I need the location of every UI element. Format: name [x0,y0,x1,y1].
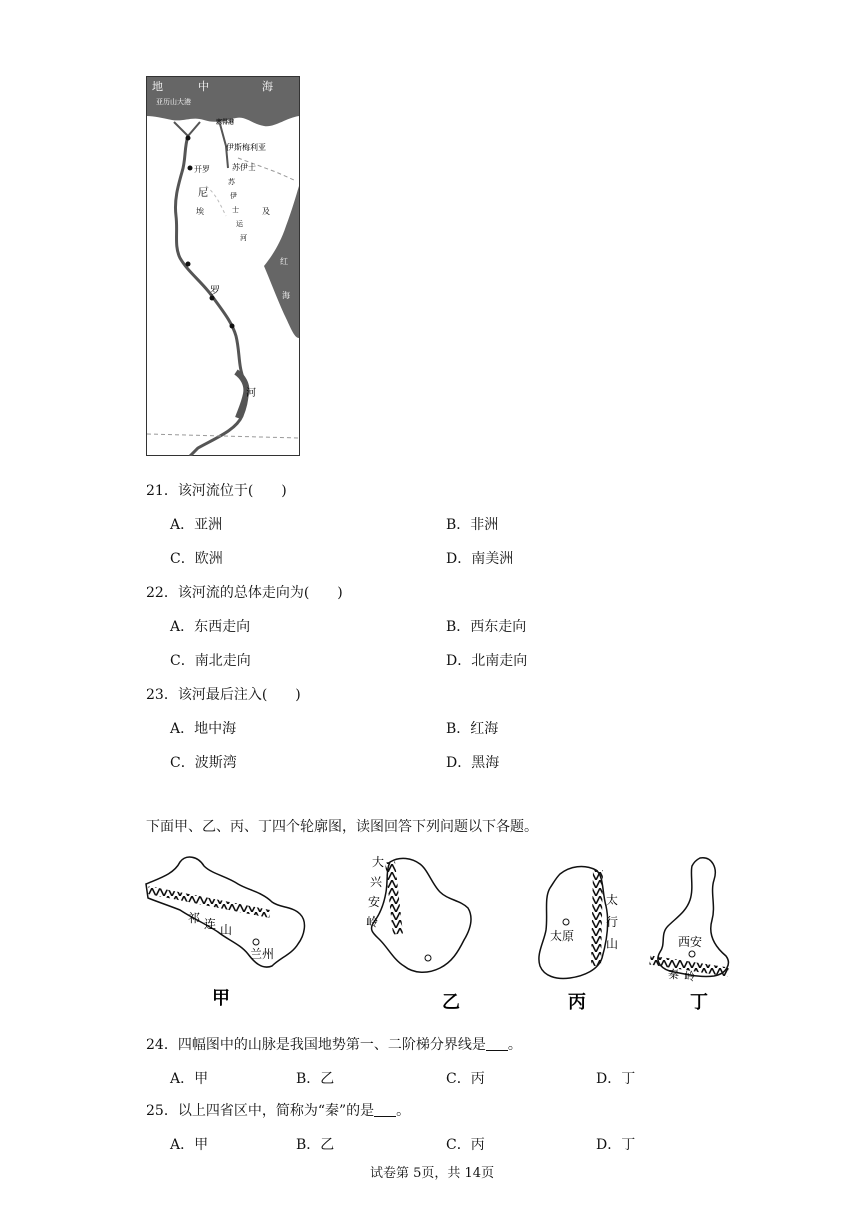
jia-mountain: 连 [204,917,217,931]
question-21-option-d[interactable]: D．南美洲 [446,551,514,567]
jia-city: 兰 [250,947,263,961]
question-24-option-a[interactable]: A．甲 [170,1071,209,1087]
ding-mountain: 岭 [684,970,695,983]
bing-mountain: 行 [606,915,619,929]
question-24-option-c[interactable]: C．丙 [446,1071,485,1087]
map-label-sea: 地 [152,80,163,93]
jia-city: 州 [262,947,275,961]
jia-mountain: 祁 [188,911,201,925]
ding-mountain: 秦 [668,968,679,981]
map-label-canal: 河 [240,234,247,242]
map-label-sea: 中 [198,80,209,93]
map-label-red-sea: 红 [280,257,288,266]
section-intro: 下面甲、乙、丙、丁四个轮廓图，读图回答下列问题以下各题。 [146,819,538,835]
map-label-canal: 苏 [228,178,235,186]
question-25-end: 。 [396,1103,411,1119]
question-25-text: 25．以上四省区中，简称为“秦”的是 [146,1103,375,1119]
question-25-option-a[interactable]: A．甲 [170,1137,209,1153]
map-label-canal: 士 [232,206,239,214]
question-24-end: 。 [507,1037,522,1053]
question-21-stem: 21．该河流位于( ) [146,483,287,499]
yi-mountain: 安 [368,895,381,909]
bing-mountain: 太 [606,893,619,907]
map-label-port-said: 塞得港 [216,119,235,126]
question-24-stem [146,1034,522,1054]
question-23-option-c[interactable]: C．波斯湾 [170,755,237,771]
map-label-alexandria: 亚历山大港 [156,98,191,106]
map-label-ji: 及 [262,207,270,216]
map-label-canal: 运 [236,220,243,228]
map-label-ni: 尼 [198,188,208,199]
question-23-option-d[interactable]: D．黑海 [446,755,500,771]
ding-city: 西安 [678,935,703,949]
question-25-option-c[interactable]: C．丙 [446,1137,485,1153]
province-outline-maps [140,848,740,1016]
question-21-option-b[interactable]: B．非洲 [446,517,499,533]
bing-mountain: 山 [606,937,619,951]
question-25-stem [146,1100,410,1120]
map-label-ai: 埃 [196,207,204,216]
page-footer: 试卷第 5页，共 14页 [370,1166,495,1181]
question-24-option-b[interactable]: B．乙 [296,1071,335,1087]
question-22-option-a[interactable]: A．东西走向 [170,619,251,635]
jia-mountain: 山 [220,923,233,937]
question-22-option-b[interactable]: B．西东走向 [446,619,527,635]
question-24-text: 24．四幅图中的山脉是我国地势第一、二阶梯分界线是 [146,1037,486,1053]
question-25-option-d[interactable]: D．丁 [596,1137,636,1153]
map-label-suez: 苏伊士 [232,163,256,172]
ding-caption: 丁 [690,992,708,1012]
yi-mountain: 岭 [366,915,379,929]
question-24-option-d[interactable]: D．丁 [596,1071,636,1087]
answer-blank[interactable] [374,1102,396,1117]
map-label-canal: 伊 [230,192,237,200]
bing-city: 太原 [550,929,575,943]
map-label-cairo: 开罗 [194,165,210,174]
question-21-option-c[interactable]: C．欧洲 [170,551,223,567]
bing-caption: 丙 [568,992,586,1012]
question-22-stem: 22．该河流的总体走向为( ) [146,585,343,601]
yi-caption: 乙 [442,992,460,1012]
question-22-option-c[interactable]: C．南北走向 [170,653,251,669]
yi-mountain: 大 [372,855,385,869]
map-label-ismailia: 伊斯梅利亚 [226,143,266,152]
map-label-he: 河 [246,388,256,399]
question-22-option-d[interactable]: D．北南走向 [446,653,528,669]
jia-caption: 甲 [212,988,230,1008]
question-23-option-a[interactable]: A．地中海 [170,721,237,737]
question-23-stem: 23．该河最后注入( ) [146,687,301,703]
yi-mountain: 兴 [370,875,383,889]
answer-blank[interactable] [486,1036,508,1051]
map-label-red-sea: 海 [282,291,290,300]
question-23-option-b[interactable]: B．红海 [446,721,499,737]
question-25-option-b[interactable]: B．乙 [296,1137,335,1153]
map-label-sea: 海 [262,80,273,93]
map-label-luo: 罗 [210,286,220,297]
nile-river-map [146,76,300,456]
question-21-option-a[interactable]: A．亚洲 [170,517,223,533]
